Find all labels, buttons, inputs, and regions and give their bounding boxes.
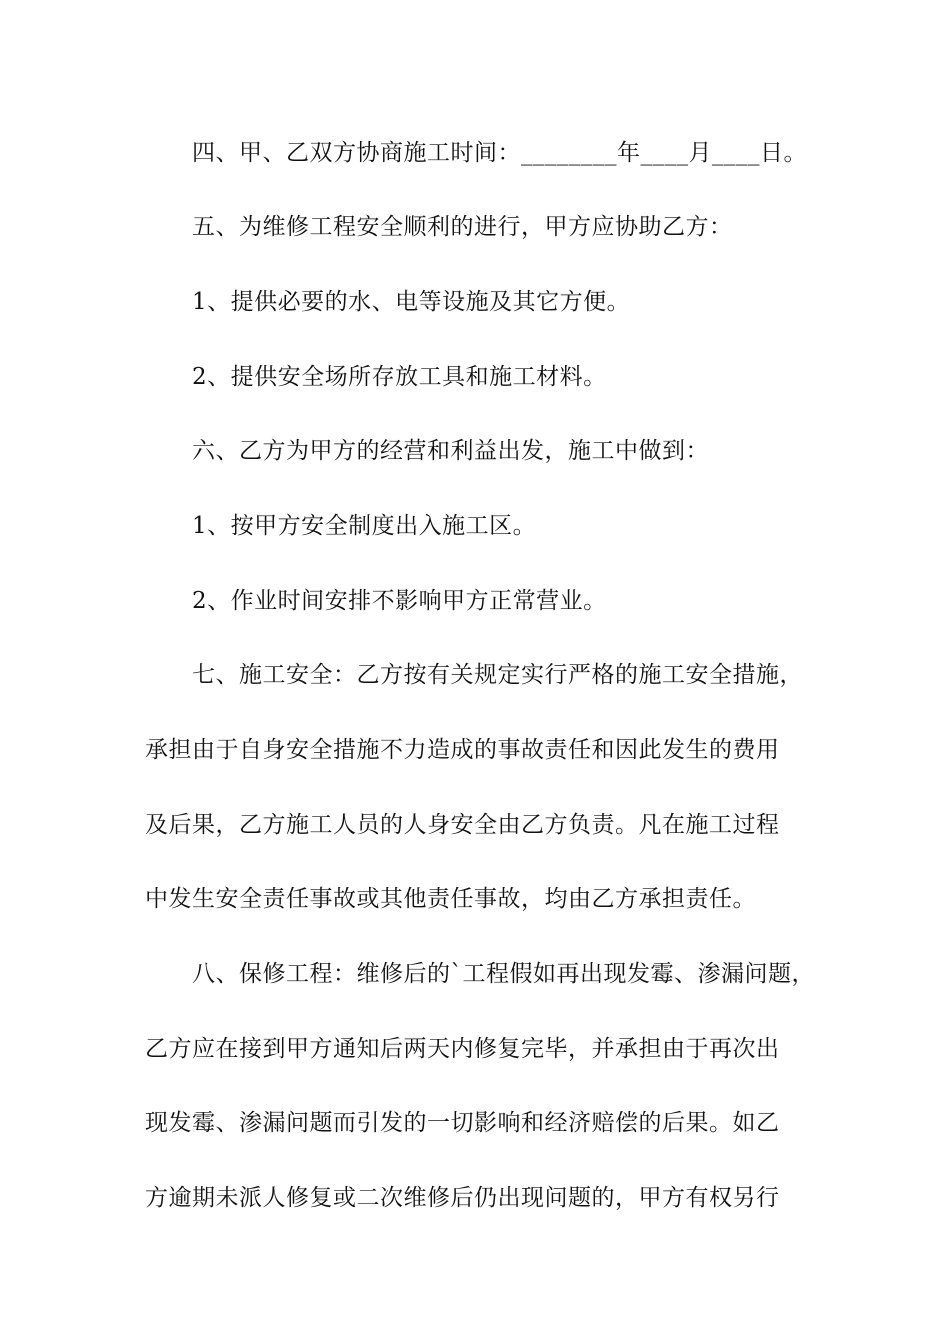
clause-8-line-1: 八、保修工程：维修后的`工程假如再出现发霉、渗漏问题， <box>192 961 815 987</box>
clause-5-item-2: 2、提供安全场所存放工具和施工材料。 <box>192 364 607 390</box>
clause-7-line-4: 中发生安全责任事故或其他责任事故，均由乙方承担责任。 <box>145 886 756 912</box>
clause-7-line-2: 承担由于自身安全措施不力造成的事故责任和因此发生的费用 <box>145 737 780 763</box>
clause-7-line-1: 七、施工安全：乙方按有关规定实行严格的施工安全措施， <box>192 662 803 688</box>
clause-6-item-2: 2、作业时间安排不影响甲方正常营业。 <box>192 588 607 614</box>
clause-5-item-1: 1、提供必要的水、电等设施及其它方便。 <box>192 289 631 315</box>
clause-5-heading: 五、为维修工程安全顺利的进行，甲方应协助乙方： <box>192 214 733 240</box>
clause-8-line-2: 乙方应在接到甲方通知后两天内修复完毕，并承担由于再次出 <box>145 1036 780 1062</box>
clause-8-line-4: 方逾期未派人修复或二次维修后仍出现问题的，甲方有权另行 <box>145 1185 780 1211</box>
clause-7-line-3: 及后果，乙方施工人员的人身安全由乙方负责。凡在施工过程 <box>145 812 780 838</box>
clause-6-heading: 六、乙方为甲方的经营和利益出发，施工中做到： <box>192 438 709 464</box>
clause-6-item-1: 1、按甲方安全制度出入施工区。 <box>192 513 537 539</box>
clause-8-line-3: 现发霉、渗漏问题而引发的一切影响和经济赔偿的后果。如乙 <box>145 1110 780 1136</box>
clause-4-schedule: 四、甲、乙双方协商施工时间：________年____月____日。 <box>192 140 807 166</box>
